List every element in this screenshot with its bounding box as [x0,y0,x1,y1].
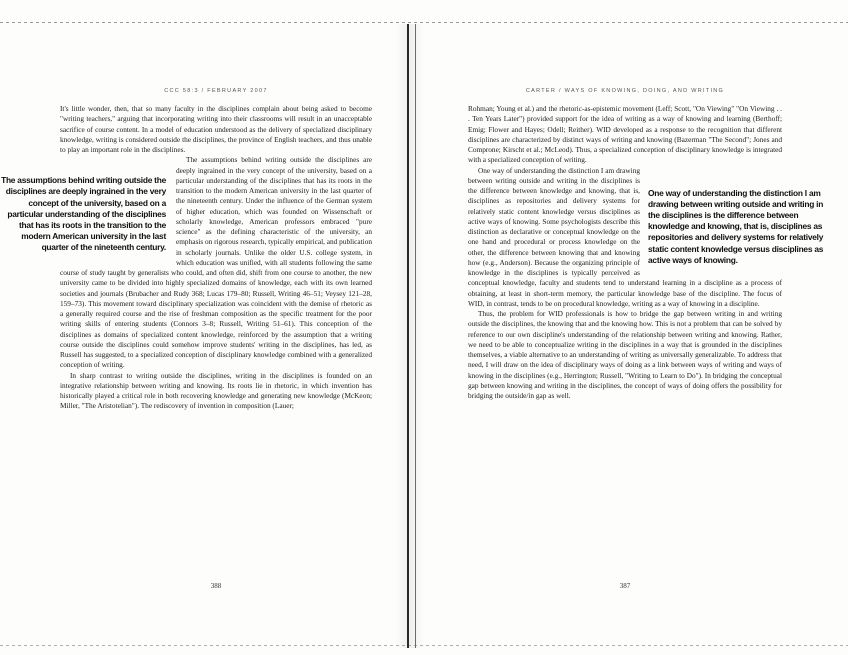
right-pull-quote: One way of understanding the distinction I am drawing between writing outside and writing in the disciplines is the difference between knowledge and knowing, that is, disciplines as repositories and delivery systems for relatively static content knowledge versus disciplines as active ways of knowing. [648,187,824,265]
left-page [1,0,372,655]
left-paragraph-3: In sharp contrast to writing outside the disciplines, writing in the disciplines is founded on an integrative relationship between writing and knowing. Its roots lie in rhetoric, in which invention has historically played a critical role in both recovering knowledge and generating new knowledge (McKeon; Miller, "The Aristotelian"). The rediscovery of invention in composition (Lauer; [60,370,372,411]
left-text-column [1,104,372,412]
right-running-head: CARTER / WAYS OF KNOWING, DOING, AND WRITING [525,88,725,94]
gutter-line-left [407,24,409,648]
left-paragraph-2: The assumptions behind writing outside the disciplines are deeply ingrained in the very concept of the university, based on a particular understanding of the disciplines that has its roots in the transition to the modern American university in the last quarter of the nineteenth century. Under the influence of the German system of higher education, which was founded on Wissenschaft or scholarly knowledge, American professors embraced "pure science" as the defining characteristic of the university, an emphasis on rigorous research, typically empirical, and publication in scholarly journals. Unlike the older U.S. college system, in which education was unified, with all students following the same course of study taught by generalists who could, and often did, shift from one course to another, the new university came to be divided into highly specialized domains of knowledge, each with its own learned societies and journals (Brubacher and Rudy 368; Lucas 179–80; Russell, Writing 46–51; Veysey 121–28, 159–73). This movement toward disciplinary specialization was coincident with the demise of rhetoric as a generally required course and the rise of freshman composition as the specific treatment for the poor writing skills of entering students (Connors 3–8; Russell, Writing 51–61). This conception of the disciplines as domains of specialized content knowledge, reinforced by the assumption that a writing course outside the disciplines could somehow improve students' writing in the disciplines, has led, as Russell has suggested, to a specialized conception of disciplinary knowledge combined with a generalized conception of writing. [60,155,372,370]
left-running-head: CCC 58:3 / FEBRUARY 2007 [164,88,268,94]
right-page [468,0,824,655]
left-page-number: 388 [210,582,222,590]
right-paragraph-1: Rohman; Young et al.) and the rhetoric-as-epistemic movement (Leff; Scott, "On Viewing" "On Viewing . . . Ten Years Later") provided support for the idea of writing as a way of knowing and learning (Berthoff; Emig; Flower and Hayes; Odell; Reither). WID developed as a response to the recognition that different disciplines are characterized by distinct ways of writing and knowing (Bazerman "The Second"; Jones and Comprone; Kirscht et al.; McLeod). Thus, a specialized conception of disciplinary knowledge is integrated with a specialized conception of writing. [468,104,782,165]
right-page-number: 387 [619,582,631,590]
right-paragraph-3: Thus, the problem for WID professionals is how to bridge the gap between writing in and writing outside the disciplines, the knowing that and the knowing how. This is not a problem that can be solved by reference to our own discipline's understanding of the relationship between writing and knowing. Rather, we need to be able to conceptualize writing in the disciplines in a way that is grounded in the disciplines themselves, a viable alternative to an understanding of writing as universally generalizable. To address that need, I will draw on the idea of disciplinary ways of doing as a link between ways of writing and ways of knowing in the disciplines (e.g., Herrington; Russell, "Writing to Learn to Do"). In bridging the conceptual gap between knowing and writing in the disciplines, the concept of ways of doing offers the possibility for bridging the outside/in gap as well. [468,309,782,400]
gutter-shadow [395,24,425,648]
left-pull-quote: The assumptions behind writing outside the disciplines are deeply ingrained in the very concept of the university, based on a particular understanding of the disciplines that has its roots in the transition to the modern American university in the last quarter of the nineteenth century. [1,175,166,253]
right-text-column [468,104,824,401]
left-paragraph-1: It's little wonder, then, that so many faculty in the disciplines complain about being asked to become "writing teachers," arguing that incorporating writing into their classrooms will result in an unacceptable sacrifice of course content. In a model of education understood as the delivery of specialized disciplinary knowledge, writing is considered outside the disciplines, the province of English teachers, and thus unable to play an important role in the disciplines. [60,104,372,154]
gutter-line-right [415,24,416,648]
right-paragraph-2: One way of understanding the distinction I am drawing between writing outside and writing in the disciplines is the difference between knowledge and knowing, that is, disciplines as repositories and delivery systems for relatively static content knowledge versus disciplines as active ways of knowing. Some psychologists describe this distinction as declarative or conceptual knowledge on the one hand and procedural or process knowledge on the other, the difference between knowing that and knowing how (e.g., Anderson). Because the organizing principle of knowledge in the disciplines is typically perceived as conceptual knowledge, faculty and students tend to understand learning in a discipline as a process of obtaining, at least in short-term memory, the particular knowledge base of the discipline. The focus of WID, in contrast, tends to be on procedural knowledge, writing as a way of knowing in a discipline. [468,165,782,308]
